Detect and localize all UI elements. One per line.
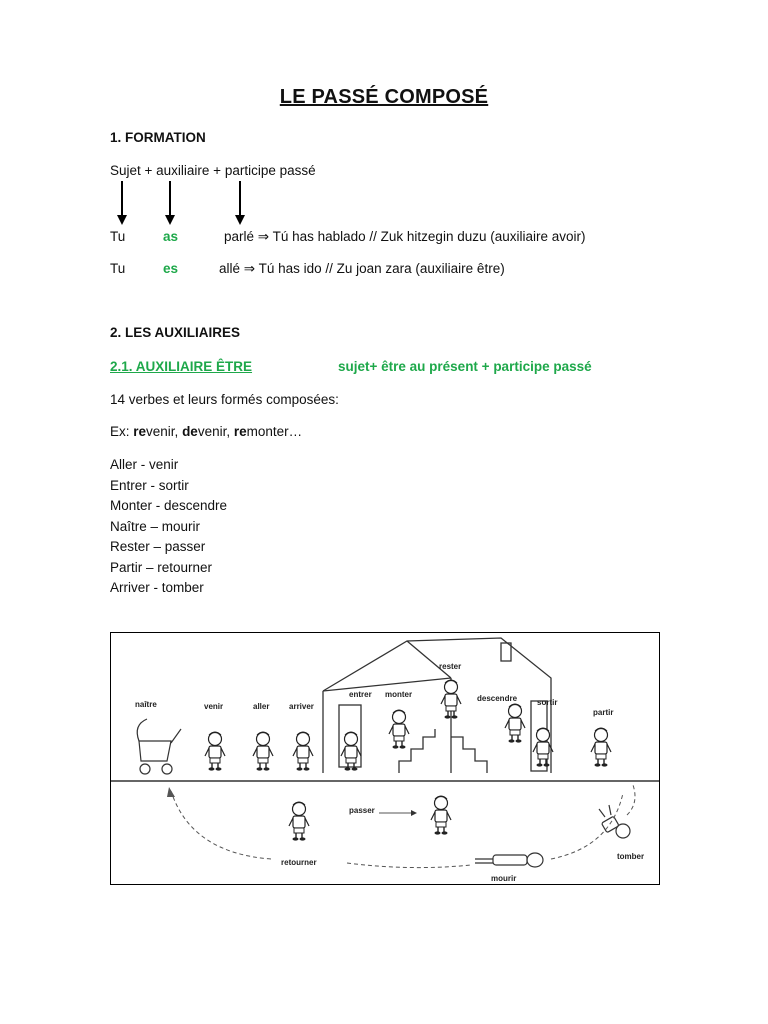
example-prefix: Ex: (110, 424, 134, 439)
label-partir: partir (593, 708, 614, 717)
label-monter: monter (385, 690, 413, 699)
kid-mourir (475, 853, 543, 867)
row1-sentence: parlé ⇒ Tú has hablado // Zuk hitzegin duzu (auxiliaire avoir) (224, 229, 586, 244)
kid-partir (591, 728, 611, 767)
example-prefix-de: de (182, 424, 198, 439)
verb-pair: Arriver - tomber (110, 580, 204, 595)
label-venir: venir (204, 702, 224, 711)
verb-pair: Naître – mourir (110, 518, 201, 534)
pram (137, 719, 181, 774)
kid-tomber (599, 805, 630, 838)
example-line (110, 424, 302, 439)
kid-sortir (533, 728, 553, 767)
kid-arriver (293, 732, 313, 771)
row1-subject: Tu (110, 229, 126, 244)
kid-monter (389, 710, 409, 749)
cycle-arrows (171, 785, 635, 868)
kid-descendre (505, 704, 525, 743)
kid-venir (205, 732, 225, 771)
label-descendre: descendre (477, 694, 518, 703)
row2-sentence: allé ⇒ Tú has ido // Zu joan zara (auxiliaire être) (219, 261, 505, 276)
subsection-heading-etre: 2.1. AUXILIAIRE ÊTRE (110, 359, 253, 374)
row2-auxiliary: es (163, 261, 179, 276)
kid-retourner (289, 802, 309, 841)
label-entrer: entrer (349, 690, 372, 699)
verb-pairs-list (110, 455, 227, 599)
verb-pair: Aller - venir (110, 457, 179, 472)
arrow-head-icon (167, 787, 175, 797)
arrow-down-icon (116, 181, 128, 225)
label-tomber: tomber (617, 852, 645, 861)
kid-passer (431, 796, 451, 835)
subsection-rule: sujet+ être au présent + participe passé (338, 359, 592, 374)
page-title: LE PASSÉ COMPOSÉ (279, 86, 489, 108)
verb-pair: Entrer - sortir (110, 477, 189, 493)
label-aller: aller (253, 702, 270, 711)
example-prefix-re: re (133, 424, 147, 439)
example-rest-2: venir, (197, 424, 234, 439)
kid-aller (253, 732, 273, 771)
verb-pair: Monter - descendre (110, 498, 228, 513)
example-rest-3: monter… (246, 424, 303, 439)
label-retourner: retourner (281, 858, 317, 867)
row1-auxiliary: as (163, 229, 179, 244)
illustration-svg (111, 633, 659, 884)
verb-pair: Rester – passer (110, 539, 206, 554)
verb-pair: Partir – retourner (110, 559, 213, 575)
label-naitre: naître (135, 700, 157, 709)
label-mourir: mourir (491, 874, 517, 883)
label-sortir: sortir (537, 698, 558, 707)
formula-text: Sujet + auxiliaire + participe passé (110, 163, 316, 178)
example-rest-1: venir, (146, 424, 183, 439)
example-prefix-re-2: re (233, 424, 247, 439)
arrow-head-icon (411, 810, 417, 816)
verbs-intro: 14 verbes et leurs formés composées: (110, 392, 339, 407)
label-arriver: arriver (289, 702, 314, 711)
label-rester: rester (439, 662, 462, 671)
row2-subject: Tu (110, 261, 126, 276)
section-heading-auxiliaires: 2. LES AUXILIAIRES (110, 325, 241, 340)
arrow-down-icon (164, 181, 176, 225)
maison-etre-illustration (110, 632, 660, 885)
kid-entrer (341, 732, 361, 771)
label-passer: passer (349, 806, 375, 815)
section-heading-formation: 1. FORMATION (110, 130, 206, 145)
arrow-down-icon (234, 181, 246, 225)
